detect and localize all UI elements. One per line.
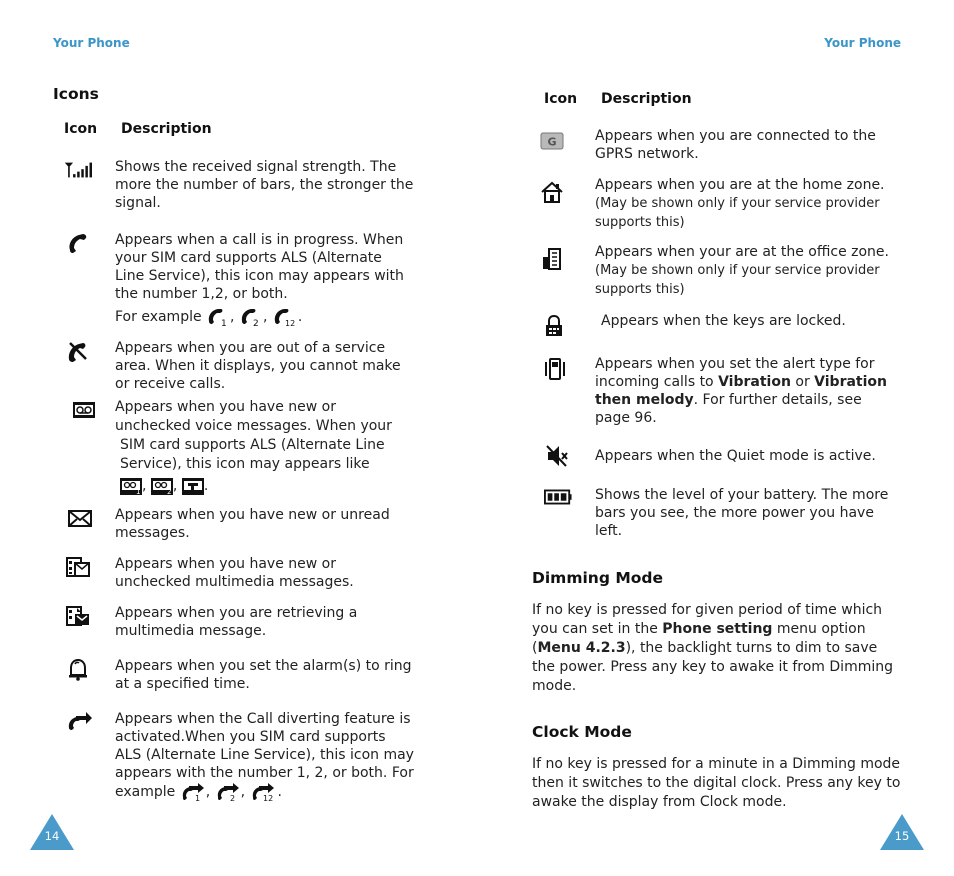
description-text-continued: SIM card supports ALS (Alternate Line Service), this icon may appears like [120, 437, 385, 472]
svg-text:2: 2 [252, 319, 259, 327]
message-envelope-icon [66, 506, 94, 530]
als-voice-icons: 1 , 2 , . [115, 477, 405, 496]
icon-description [595, 176, 905, 232]
retrieving-mms-icon [64, 604, 92, 628]
als-divert-icons: 1 , 2 , 12 . [180, 782, 282, 802]
icon-description: Appears when you have new or unread messages. [115, 507, 390, 541]
icon-description: Shows the level of your battery. The more bars you see, the more power you have left. [595, 487, 889, 539]
page-number-badge [878, 812, 926, 852]
svg-text:12: 12 [262, 794, 273, 802]
icon-description [115, 231, 415, 327]
call-in-progress-icon [64, 231, 92, 255]
call-line-12-icon [273, 307, 297, 327]
office-zone-icon [538, 247, 566, 271]
call-line-1-icon [207, 307, 229, 327]
call-line-2-icon [240, 307, 262, 327]
svg-text:1: 1 [194, 794, 200, 802]
page-number: 15 [894, 829, 910, 843]
section-title-clock-mode: Clock Mode [532, 723, 632, 741]
page-number-badge [28, 812, 76, 852]
description-text: Appears when you set the alert type for incoming calls to [595, 356, 875, 390]
icon-description: Appears when the Quiet mode is active. [595, 448, 876, 464]
keypad-lock-icon [540, 314, 568, 338]
svg-text:12: 12 [284, 319, 296, 327]
icon-description: Appears when you are connected to the GPRS network. [595, 128, 876, 162]
page-number: 14 [44, 829, 60, 843]
icon-description: Appears when you set the alarm(s) to ring at a specified time. [115, 658, 412, 692]
voice-message-icon [70, 398, 98, 422]
description-text: Appears when you are at the home zone. [595, 177, 885, 193]
column-header-icon: Icon [64, 121, 98, 137]
icon-description: Appears when you are out of a service area. When it displays, you cannot make or receive calls. [115, 340, 401, 392]
home-zone-icon [538, 180, 566, 204]
icon-description: Appears when you set the alert type for incoming calls to Vibration or Vibration then melody. For further details, see page 96. [595, 356, 887, 426]
icon-description: Appears when you are retrieving a multimedia message. [115, 605, 358, 639]
divert-line-2-icon [216, 782, 240, 802]
description-note: (May be shown only if your service provider supports this) [595, 196, 880, 230]
example-label: For example [115, 309, 202, 325]
svg-text:1: 1 [136, 487, 141, 495]
description-text: Appears when you have new or unchecked voice messages. When your [115, 399, 392, 434]
section-title-icons: Icons [53, 85, 99, 103]
quiet-mode-icon [543, 444, 571, 468]
no-service-icon [64, 339, 92, 363]
vibration-then-melody-option: Vibration then melody [595, 374, 887, 408]
svg-text:1: 1 [221, 319, 227, 327]
dimming-mode-paragraph: If no key is pressed for given period of time which you can set in the Phone setting menu option (Menu 4.2.3), the backlight turns to dim to save the power. Press any key to awake it from Dimming mode. [532, 602, 893, 694]
icon-description: Appears when the keys are locked. [601, 313, 846, 329]
call-divert-icon [66, 710, 94, 734]
alarm-bell-icon [64, 657, 92, 681]
column-header-description: Description [121, 121, 212, 137]
svg-text:2: 2 [166, 487, 172, 495]
gprs-icon [538, 129, 566, 153]
description-text: Appears when a call is in progress. When your SIM card supports ALS (Alternate Line Service), this icon may appears with the number 1,2, or both. [115, 232, 404, 302]
battery-icon [544, 485, 572, 509]
icon-description: Shows the received signal strength. The more the number of bars, the stronger the signal. [115, 159, 414, 211]
voice-line-12-icon [182, 478, 204, 495]
icon-description: Appears when you have new or unchecked multimedia messages. [115, 556, 354, 590]
icon-description [115, 710, 415, 802]
running-head: Your Phone [824, 36, 901, 50]
column-header-icon: Icon [544, 91, 578, 107]
voice-line-2-icon [151, 478, 173, 495]
description-note: (May be shown only if your service provider supports this) [595, 263, 880, 297]
clock-mode-paragraph: If no key is pressed for a minute in a Dimming mode then it switches to the digital clock. Press any key to awake the display from Clock mode. [532, 756, 901, 810]
voice-line-1-icon [120, 478, 142, 495]
column-header-description: Description [601, 91, 692, 107]
running-head: Your Phone [53, 36, 130, 50]
als-call-icons: 1 , 2 , 12 . [206, 307, 302, 327]
icon-description [595, 243, 905, 299]
icon-description [115, 398, 405, 496]
example-label: both. For example [115, 765, 414, 800]
right-page [477, 0, 954, 876]
divert-line-1-icon [181, 782, 205, 802]
svg-text:2: 2 [229, 794, 235, 802]
vibration-icon [541, 357, 569, 381]
description-text: Appears when your are at the office zone. [595, 244, 889, 260]
description-text: Appears when the Call diverting feature is activated.When you SIM card supports ALS (Alternate Line Service), this icon may appears with the number 1, 2, or [115, 711, 414, 781]
multimedia-message-icon [64, 555, 92, 579]
svg-text:G: G [547, 135, 557, 149]
vibration-option: Vibration [718, 374, 791, 390]
section-title-dimming-mode: Dimming Mode [532, 569, 664, 587]
divert-line-12-icon [251, 782, 277, 802]
signal-strength-icon [64, 158, 92, 182]
